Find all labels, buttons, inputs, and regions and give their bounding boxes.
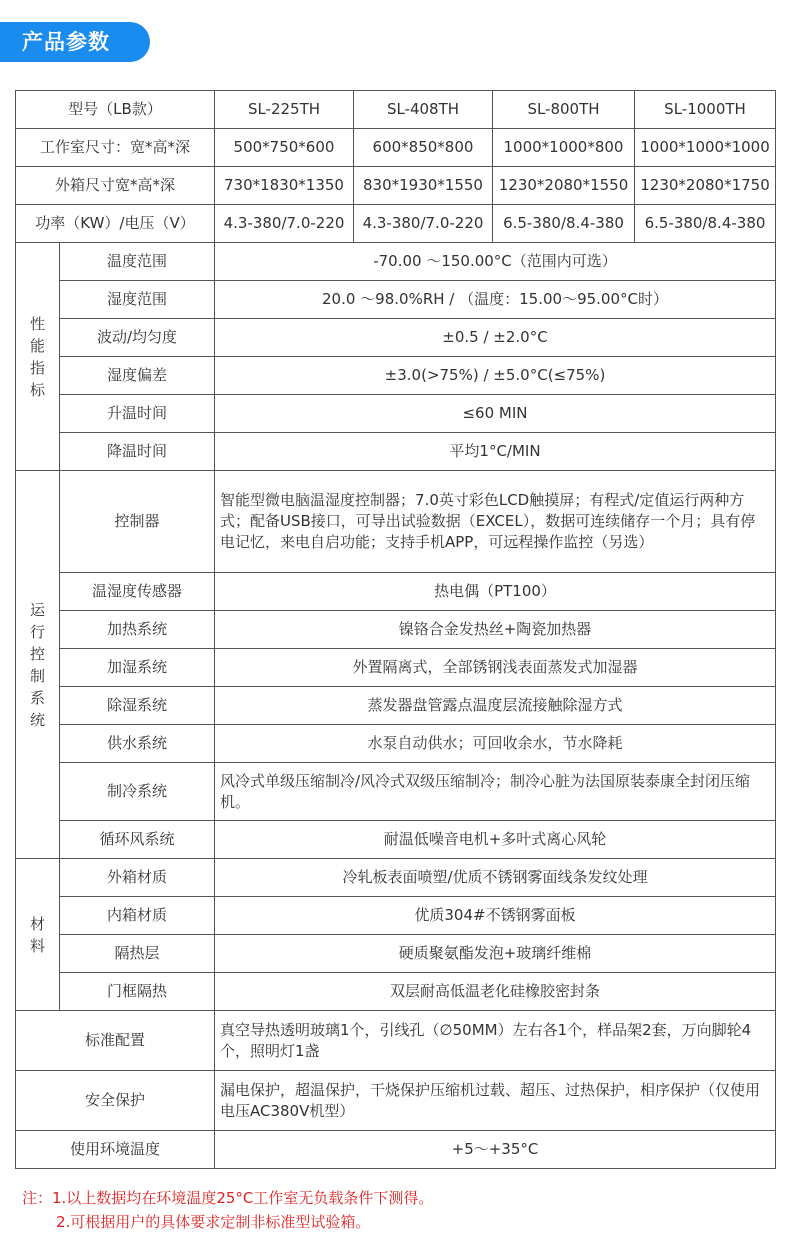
value-cell: 真空导热透明玻璃1个，引线孔（∅50MM）左右各1个，样品架2套，万向脚轮4个，照明灯1盏: [215, 1011, 776, 1071]
row-label: 隔热层: [60, 935, 215, 973]
value-cell: 6.5-380/8.4-380: [635, 205, 776, 243]
row-label: 循环风系统: [60, 821, 215, 859]
value-cell: 平均1°C/MIN: [215, 433, 776, 471]
model-cell: SL-225TH: [215, 91, 354, 129]
value-cell: 热电偶（PT100）: [215, 573, 776, 611]
table-row: [16, 167, 776, 205]
row-label: 外箱尺寸宽*高*深: [16, 167, 215, 205]
value-cell: ±0.5 / ±2.0°C: [215, 319, 776, 357]
table-row: [16, 433, 776, 471]
row-label: 波动/均匀度: [60, 319, 215, 357]
value-cell: 1230*2080*1750: [635, 167, 776, 205]
value-cell: 双层耐高低温老化硅橡胶密封条: [215, 973, 776, 1011]
value-cell: 硬质聚氨酯发泡+玻璃纤维棉: [215, 935, 776, 973]
table-row: [16, 357, 776, 395]
value-cell: 20.0 ～98.0%RH / （温度：15.00～95.00°C时）: [215, 281, 776, 319]
table-row: [16, 129, 776, 167]
group-label-control: [16, 471, 60, 859]
spec-table: [15, 90, 776, 1169]
row-label: 外箱材质: [60, 859, 215, 897]
value-cell: 600*850*800: [354, 129, 493, 167]
table-row: [16, 973, 776, 1011]
value-cell: ±3.0(>75%) / ±5.0°C(≤75%): [215, 357, 776, 395]
value-cell: 外置隔离式，全部锈钢浅表面蒸发式加湿器: [215, 649, 776, 687]
row-label: 温湿度传感器: [60, 573, 215, 611]
value-cell: 蒸发器盘管露点温度层流接触除湿方式: [215, 687, 776, 725]
value-cell: 风冷式单级压缩制冷/风冷式双级压缩制冷；制冷心脏为法国原装泰康全封闭压缩机。: [215, 763, 776, 821]
row-label: 工作室尺寸：宽*高*深: [16, 129, 215, 167]
value-cell: 1000*1000*800: [493, 129, 635, 167]
value-cell: 漏电保护，超温保护，干烧保护压缩机过载、超压、过热保护，相序保护（仅使用电压AC380V机型）: [215, 1071, 776, 1131]
value-cell: 水泵自动供水；可回收余水，节水降耗: [215, 725, 776, 763]
row-label: 安全保护: [16, 1071, 215, 1131]
group-label-material: [16, 859, 60, 1011]
table-row: [16, 395, 776, 433]
row-label: 除湿系统: [60, 687, 215, 725]
value-cell: 耐温低噪音电机+多叶式离心风轮: [215, 821, 776, 859]
table-row: [16, 1071, 776, 1131]
model-cell: SL-1000TH: [635, 91, 776, 129]
row-label: 湿度偏差: [60, 357, 215, 395]
note-line: 注：1.以上数据均在环境温度25°C工作室无负载条件下测得。: [22, 1189, 434, 1207]
row-label: 型号（LB款）: [16, 91, 215, 129]
group-label-text: 性 能 指 标: [29, 314, 45, 399]
value-cell: 730*1830*1350: [215, 167, 354, 205]
value-cell: 冷轧板表面喷塑/优质不锈钢雾面线条发纹处理: [215, 859, 776, 897]
value-cell: 1000*1000*1000: [635, 129, 776, 167]
row-label: 供水系统: [60, 725, 215, 763]
row-label: 使用环境温度: [16, 1131, 215, 1169]
row-label: 湿度范围: [60, 281, 215, 319]
group-label-text: 材 料: [29, 914, 45, 955]
note-line: 2.可根据用户的具体要求定制非标准型试验箱。: [56, 1213, 371, 1231]
value-cell: ≤60 MIN: [215, 395, 776, 433]
table-row: [16, 649, 776, 687]
value-cell: 6.5-380/8.4-380: [493, 205, 635, 243]
row-label: 功率（KW）/电压（V）: [16, 205, 215, 243]
section-header-tab: [0, 22, 150, 62]
table-row: [16, 91, 776, 129]
value-cell: 500*750*600: [215, 129, 354, 167]
value-cell: 智能型微电脑温湿度控制器；7.0英寸彩色LCD触摸屏；有程式/定值运行两种方式；配备USB接口，可导出试验数据（EXCEL），数据可连续储存一个月；具有停电记忆，来电自启功能；支持手机APP，可远程操作监控（另选）: [215, 471, 776, 573]
table-row: [16, 687, 776, 725]
group-label-performance: [16, 243, 60, 471]
row-label: 标准配置: [16, 1011, 215, 1071]
row-label: 降温时间: [60, 433, 215, 471]
model-cell: SL-408TH: [354, 91, 493, 129]
value-cell: 830*1930*1550: [354, 167, 493, 205]
table-row: [16, 935, 776, 973]
table-row: [16, 281, 776, 319]
value-cell: 优质304#不锈钢雾面板: [215, 897, 776, 935]
model-cell: SL-800TH: [493, 91, 635, 129]
table-row: [16, 763, 776, 821]
value-cell: +5～+35°C: [215, 1131, 776, 1169]
row-label: 内箱材质: [60, 897, 215, 935]
table-row: [16, 821, 776, 859]
table-row: [16, 205, 776, 243]
notes: [22, 1186, 433, 1234]
group-label-text: 运 行 控 制 系 统: [29, 600, 45, 729]
table-row: [16, 897, 776, 935]
table-row: [16, 1131, 776, 1169]
value-cell: 4.3-380/7.0-220: [354, 205, 493, 243]
row-label: 加热系统: [60, 611, 215, 649]
table-row: [16, 319, 776, 357]
table-row: [16, 243, 776, 281]
table-row: [16, 859, 776, 897]
row-label: 制冷系统: [60, 763, 215, 821]
value-cell: -70.00 ～150.00°C（范围内可选）: [215, 243, 776, 281]
section-title: 产品参数: [22, 30, 110, 54]
table-row: [16, 471, 776, 573]
table-row: [16, 725, 776, 763]
row-label: 加湿系统: [60, 649, 215, 687]
table-row: [16, 573, 776, 611]
table-row: [16, 1011, 776, 1071]
row-label: 控制器: [60, 471, 215, 573]
row-label: 门框隔热: [60, 973, 215, 1011]
table-row: [16, 611, 776, 649]
row-label: 温度范围: [60, 243, 215, 281]
row-label: 升温时间: [60, 395, 215, 433]
value-cell: 1230*2080*1550: [493, 167, 635, 205]
value-cell: 镍铬合金发热丝+陶瓷加热器: [215, 611, 776, 649]
value-cell: 4.3-380/7.0-220: [215, 205, 354, 243]
